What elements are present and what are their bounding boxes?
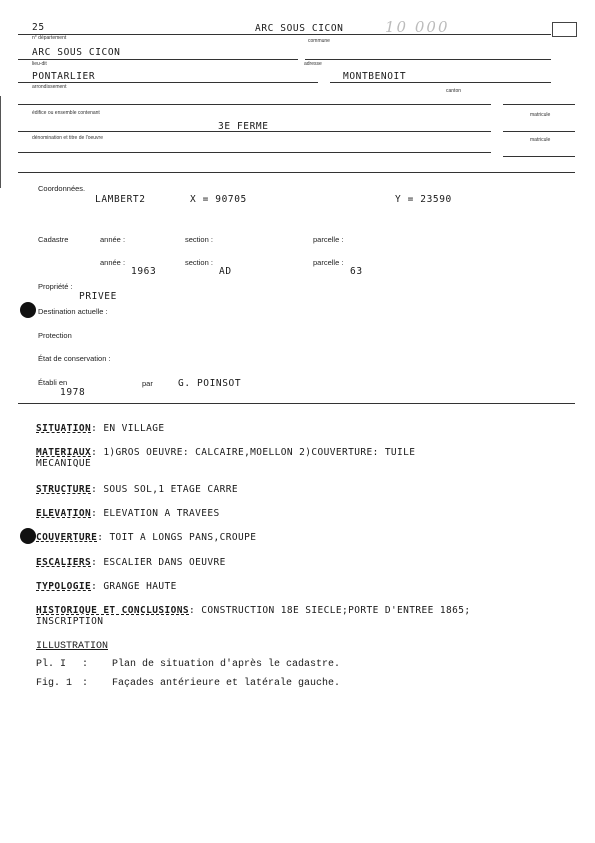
etabli-author: G. POINSOT [178, 378, 242, 389]
illustration-sep: : [82, 678, 89, 689]
section-title: COUVERTURE [36, 532, 98, 543]
parcelle-label: parcelle : [313, 235, 344, 244]
annee-label: année : [100, 235, 126, 244]
commune-label: commune [308, 38, 330, 44]
section-structure [36, 484, 238, 495]
section-text: : SOUS SOL,1 ETAGE CARRE [91, 484, 238, 495]
divider [18, 82, 318, 83]
section-situation [36, 423, 165, 434]
section-text-continued: MECANIQUE [36, 458, 92, 469]
section-escaliers [36, 557, 226, 568]
section-couverture [36, 532, 256, 543]
lieudit-label: lieu-dit [32, 61, 47, 67]
dept-label: n° département [32, 35, 67, 41]
illustration-ref: Fig. 1 [36, 678, 73, 689]
section-text: : EN VILLAGE [91, 423, 165, 434]
illustration-item [36, 659, 340, 670]
etabli-year: 1978 [60, 387, 86, 398]
edifice-label: édifice ou ensemble contenant [32, 110, 100, 116]
lieudit-value: ARC SOUS CICON [32, 47, 121, 58]
divider [18, 131, 491, 132]
annee-label: année : [100, 258, 126, 267]
section-title: ELEVATION [36, 508, 92, 519]
section-materiaux [36, 447, 415, 458]
section-elevation [36, 508, 220, 519]
annee-value: 1963 [131, 266, 157, 277]
coords-system: LAMBERT2 [95, 194, 146, 205]
etat-label: État de conservation : [38, 354, 111, 363]
par-label: par [142, 379, 153, 388]
destination-label: Destination actuelle : [38, 307, 108, 316]
section-label: section : [185, 235, 213, 244]
coords-x: X = 90705 [190, 194, 247, 205]
arrondissement-label: arrondissement [32, 84, 67, 90]
divider [503, 104, 575, 105]
divider [18, 152, 491, 153]
section-text: : GRANGE HAUTE [91, 581, 177, 592]
punch-hole [20, 528, 36, 544]
margin-mark [0, 96, 1, 188]
section-text: : ESCALIER DANS OEUVRE [91, 557, 226, 568]
illustration-sep: : [82, 659, 89, 670]
denomination-value: 3E FERME [218, 121, 269, 132]
illustration-desc: Plan de situation d'après le cadastre. [112, 659, 341, 670]
illustration-item [36, 678, 340, 689]
divider [305, 59, 551, 60]
dept-number: 25 [32, 22, 45, 33]
propriete-label: Propriété : [38, 282, 73, 291]
illustration-ref: Pl. I [36, 659, 67, 670]
cadastre-label: Cadastre [38, 235, 69, 244]
handwritten-number: 10 000 [385, 18, 450, 36]
parcelle-label: parcelle : [313, 258, 344, 267]
divider [330, 82, 551, 83]
section-text: : ELEVATION A TRAVEES [91, 508, 220, 519]
matricule-label: matricule [530, 112, 551, 118]
section-value: AD [219, 266, 232, 277]
section-text-continued: INSCRIPTION [36, 616, 104, 627]
canton-value: MONTBENOIT [343, 71, 407, 82]
divider [503, 131, 575, 132]
propriete-value: PRIVEE [79, 291, 117, 302]
section-title: HISTORIQUE ET CONCLUSIONS [36, 605, 189, 616]
section-text: : CONSTRUCTION 18E SIECLE;PORTE D'ENTREE 1865; [189, 605, 471, 616]
section-text: : TOIT A LONGS PANS,CROUPE [97, 532, 257, 543]
divider [503, 156, 575, 157]
section-title: STRUCTURE [36, 484, 92, 495]
matricule-label: matricule [530, 137, 551, 143]
corner-box [552, 22, 577, 37]
section-label: section : [185, 258, 213, 267]
divider [18, 34, 551, 35]
divider [18, 172, 575, 173]
etabli-label: Établi en [38, 378, 68, 387]
denomination-label: dénomination et titre de l'oeuvre [32, 135, 103, 141]
canton-label: canton [446, 88, 462, 94]
arrondissement-value: PONTARLIER [32, 71, 96, 82]
commune-value: ARC SOUS CICON [255, 23, 344, 34]
divider [18, 104, 491, 105]
section-historique [36, 605, 471, 616]
coords-y: Y = 23590 [395, 194, 452, 205]
coords-label: Coordonnées. [38, 184, 86, 193]
divider [18, 59, 298, 60]
section-typologie [36, 581, 177, 592]
section-title: SITUATION [36, 423, 92, 434]
section-title: ESCALIERS [36, 557, 92, 568]
section-title: TYPOLOGIE [36, 581, 92, 592]
section-title: MATERIAUX [36, 447, 92, 458]
illustration-desc: Façades antérieure et latérale gauche. [112, 678, 341, 689]
illustration-title: ILLUSTRATION [36, 641, 109, 652]
punch-hole [20, 302, 36, 318]
section-text: : 1)GROS OEUVRE: CALCAIRE,MOELLON 2)COUVERTURE: TUILE [91, 447, 416, 458]
divider [18, 403, 575, 404]
adresse-label: adresse [304, 61, 322, 67]
protection-label: Protection [38, 331, 72, 340]
parcelle-value: 63 [350, 266, 363, 277]
